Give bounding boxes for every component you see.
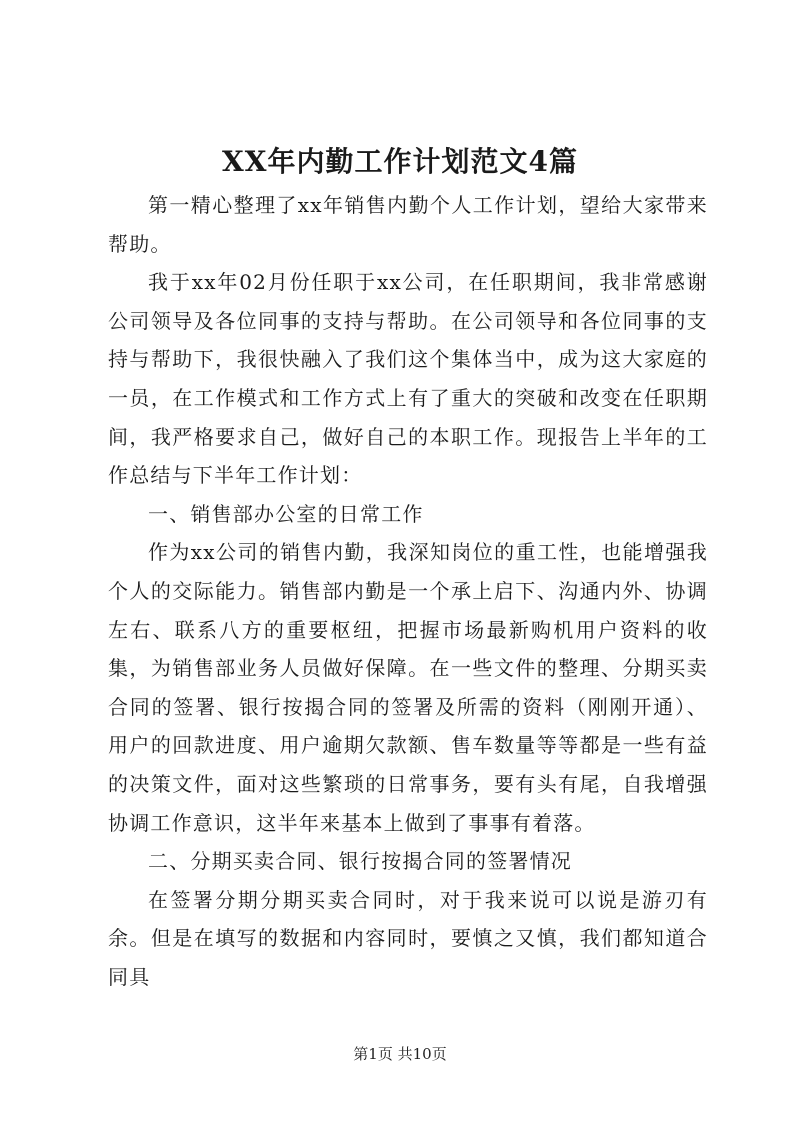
section-heading-contracts: 二、分期买卖合同、银行按揭合同的签署情况 — [148, 849, 572, 874]
paragraph-daily-work: 作为xx公司的销售内勤，我深知岗位的重工性，也能增强我个人的交际能力。销售部内勤是一个承上启下、沟通内外、协调左右、联系八方的重要枢纽，把握市场最新购机用户资料的收集，为销售部业务人员做好保障。在一些文件的整理、分期买卖合同的签署、银行按揭合同的签署及所需的资料（刚刚开通）、用户的回款进度、用户逾期欠款额、售车数量等等都是一些有益的决策文件，面对这些繁琐的日常事务，要有头有尾，自我增强协调工作意识，这半年来基本上做到了事事有着落。 — [108, 540, 708, 835]
paragraph-intro: 第一精心整理了xx年销售内勤个人工作计划，望给大家带来帮助。 — [108, 193, 708, 256]
section-heading-daily-work: 一、销售部办公室的日常工作 — [148, 501, 424, 526]
document-title: XX年内勤工作计划范文4篇 — [222, 145, 578, 178]
page-footer: 第1页 共10页 — [353, 1045, 447, 1063]
paragraph-employment: 我于xx年02月份任职于xx公司，在任职期间，我非常感谢公司领导及各位同事的支持与帮助。在公司领导和各位同事的支持与帮助下，我很快融入了我们这个集体当中，成为这大家庭的一员，在工作模式和工作方式上有了重大的突破和改变在任职期间，我严格要求自己，做好自己的本职工作。现报告上半年的工作总结与下半年工作计划： — [108, 270, 708, 488]
paragraph-contracts: 在签署分期分期买卖合同时，对于我来说可以说是游刃有余。但是在填写的数据和内容同时，要慎之又慎，我们都知道合同具 — [108, 887, 708, 989]
document-body — [108, 186, 708, 996]
